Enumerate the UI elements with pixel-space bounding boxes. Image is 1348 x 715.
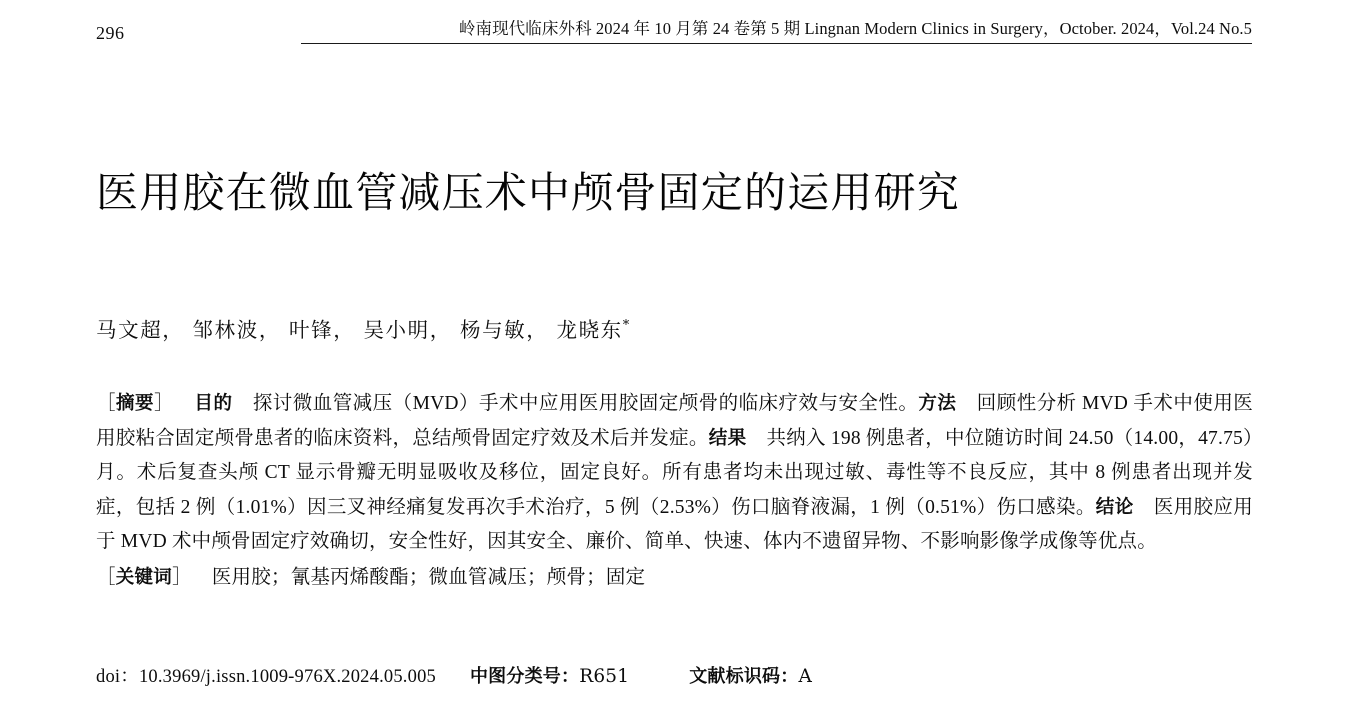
abstract-label: 摘要 [115, 393, 155, 414]
methods-text: 回顾性分析 MVD 手术中使用医用胶粘合固定颅骨患者的临床资料，总结颅骨固定疗效及术后并发症。 [96, 393, 1253, 449]
page-title: 医用胶在微血管减压术中颅骨固定的运用研究 [96, 168, 961, 218]
conclusion-text: 医用胶应用于 MVD 术中颅骨固定疗效确切，安全性好，因其安全、廉价、简单、快速、体内不遗留异物、不影响影像学成像等优点。 [96, 496, 1253, 552]
methods-label: 方法 [918, 393, 957, 414]
classification-number [470, 663, 629, 691]
running-head [96, 18, 1252, 44]
keywords-bracket-open: ［ [96, 564, 116, 588]
bracket-close: ］ [154, 391, 175, 414]
classification-value: R651 [579, 666, 630, 687]
author-names: 马文超， 邹林波， 叶锋， 吴小明， 杨与敏， 龙晓东 [96, 318, 623, 342]
page-number: 296 [96, 23, 125, 43]
conclusion-label: 结论 [1095, 496, 1134, 518]
keywords-line [96, 560, 1253, 596]
author-list [96, 313, 1196, 343]
idcode-label: 文献标识码： [689, 666, 799, 687]
abstract-block [96, 386, 1253, 595]
results-text: 共纳入 198 例患者，中位随访时间 24.50（14.00，47.75）月。术后复查头颅 CT 显示骨瓣无明显吸收及移位，固定良好。所有患者均未出现过敏、毒性等不良反应，其中 8 例患者出现并发症，包括 2 例（1.01%）因三叉神经痛复发再次手术治疗，5 例（2.53%）伤口脑脊液漏，1 例（0.51%）伤口感染。 [96, 427, 1254, 518]
results-label: 结果 [708, 427, 747, 449]
classification-label: 中图分类号： [469, 666, 580, 687]
idcode-value: A [798, 666, 812, 687]
objective-text: 探讨微血管减压（MVD）手术中应用医用胶固定颅骨的临床疗效与安全性。 [252, 393, 919, 414]
journal-citation-line: 岭南现代临床外科 2024 年 10 月第 24 卷第 5 期 Lingnan Modern Clinics in Surgery，October. 2024，Vol.24 No.5 [301, 18, 1253, 44]
keywords-text: 医用胶；氰基丙烯酸酯；微血管减压；颅骨；固定 [211, 566, 646, 588]
objective-label: 目的 [194, 393, 233, 414]
abstract-body [96, 386, 1253, 560]
article-identifiers [96, 663, 1253, 691]
bracket-open: ［ [96, 391, 116, 414]
corresponding-author-mark: * [622, 318, 630, 334]
keywords-bracket-close: ］ [172, 564, 192, 588]
keywords-label: 关键词 [115, 566, 173, 588]
doi-text: doi：10.3969/j.issn.1009-976X.2024.05.005 [96, 667, 436, 687]
document-id-code [689, 663, 812, 691]
